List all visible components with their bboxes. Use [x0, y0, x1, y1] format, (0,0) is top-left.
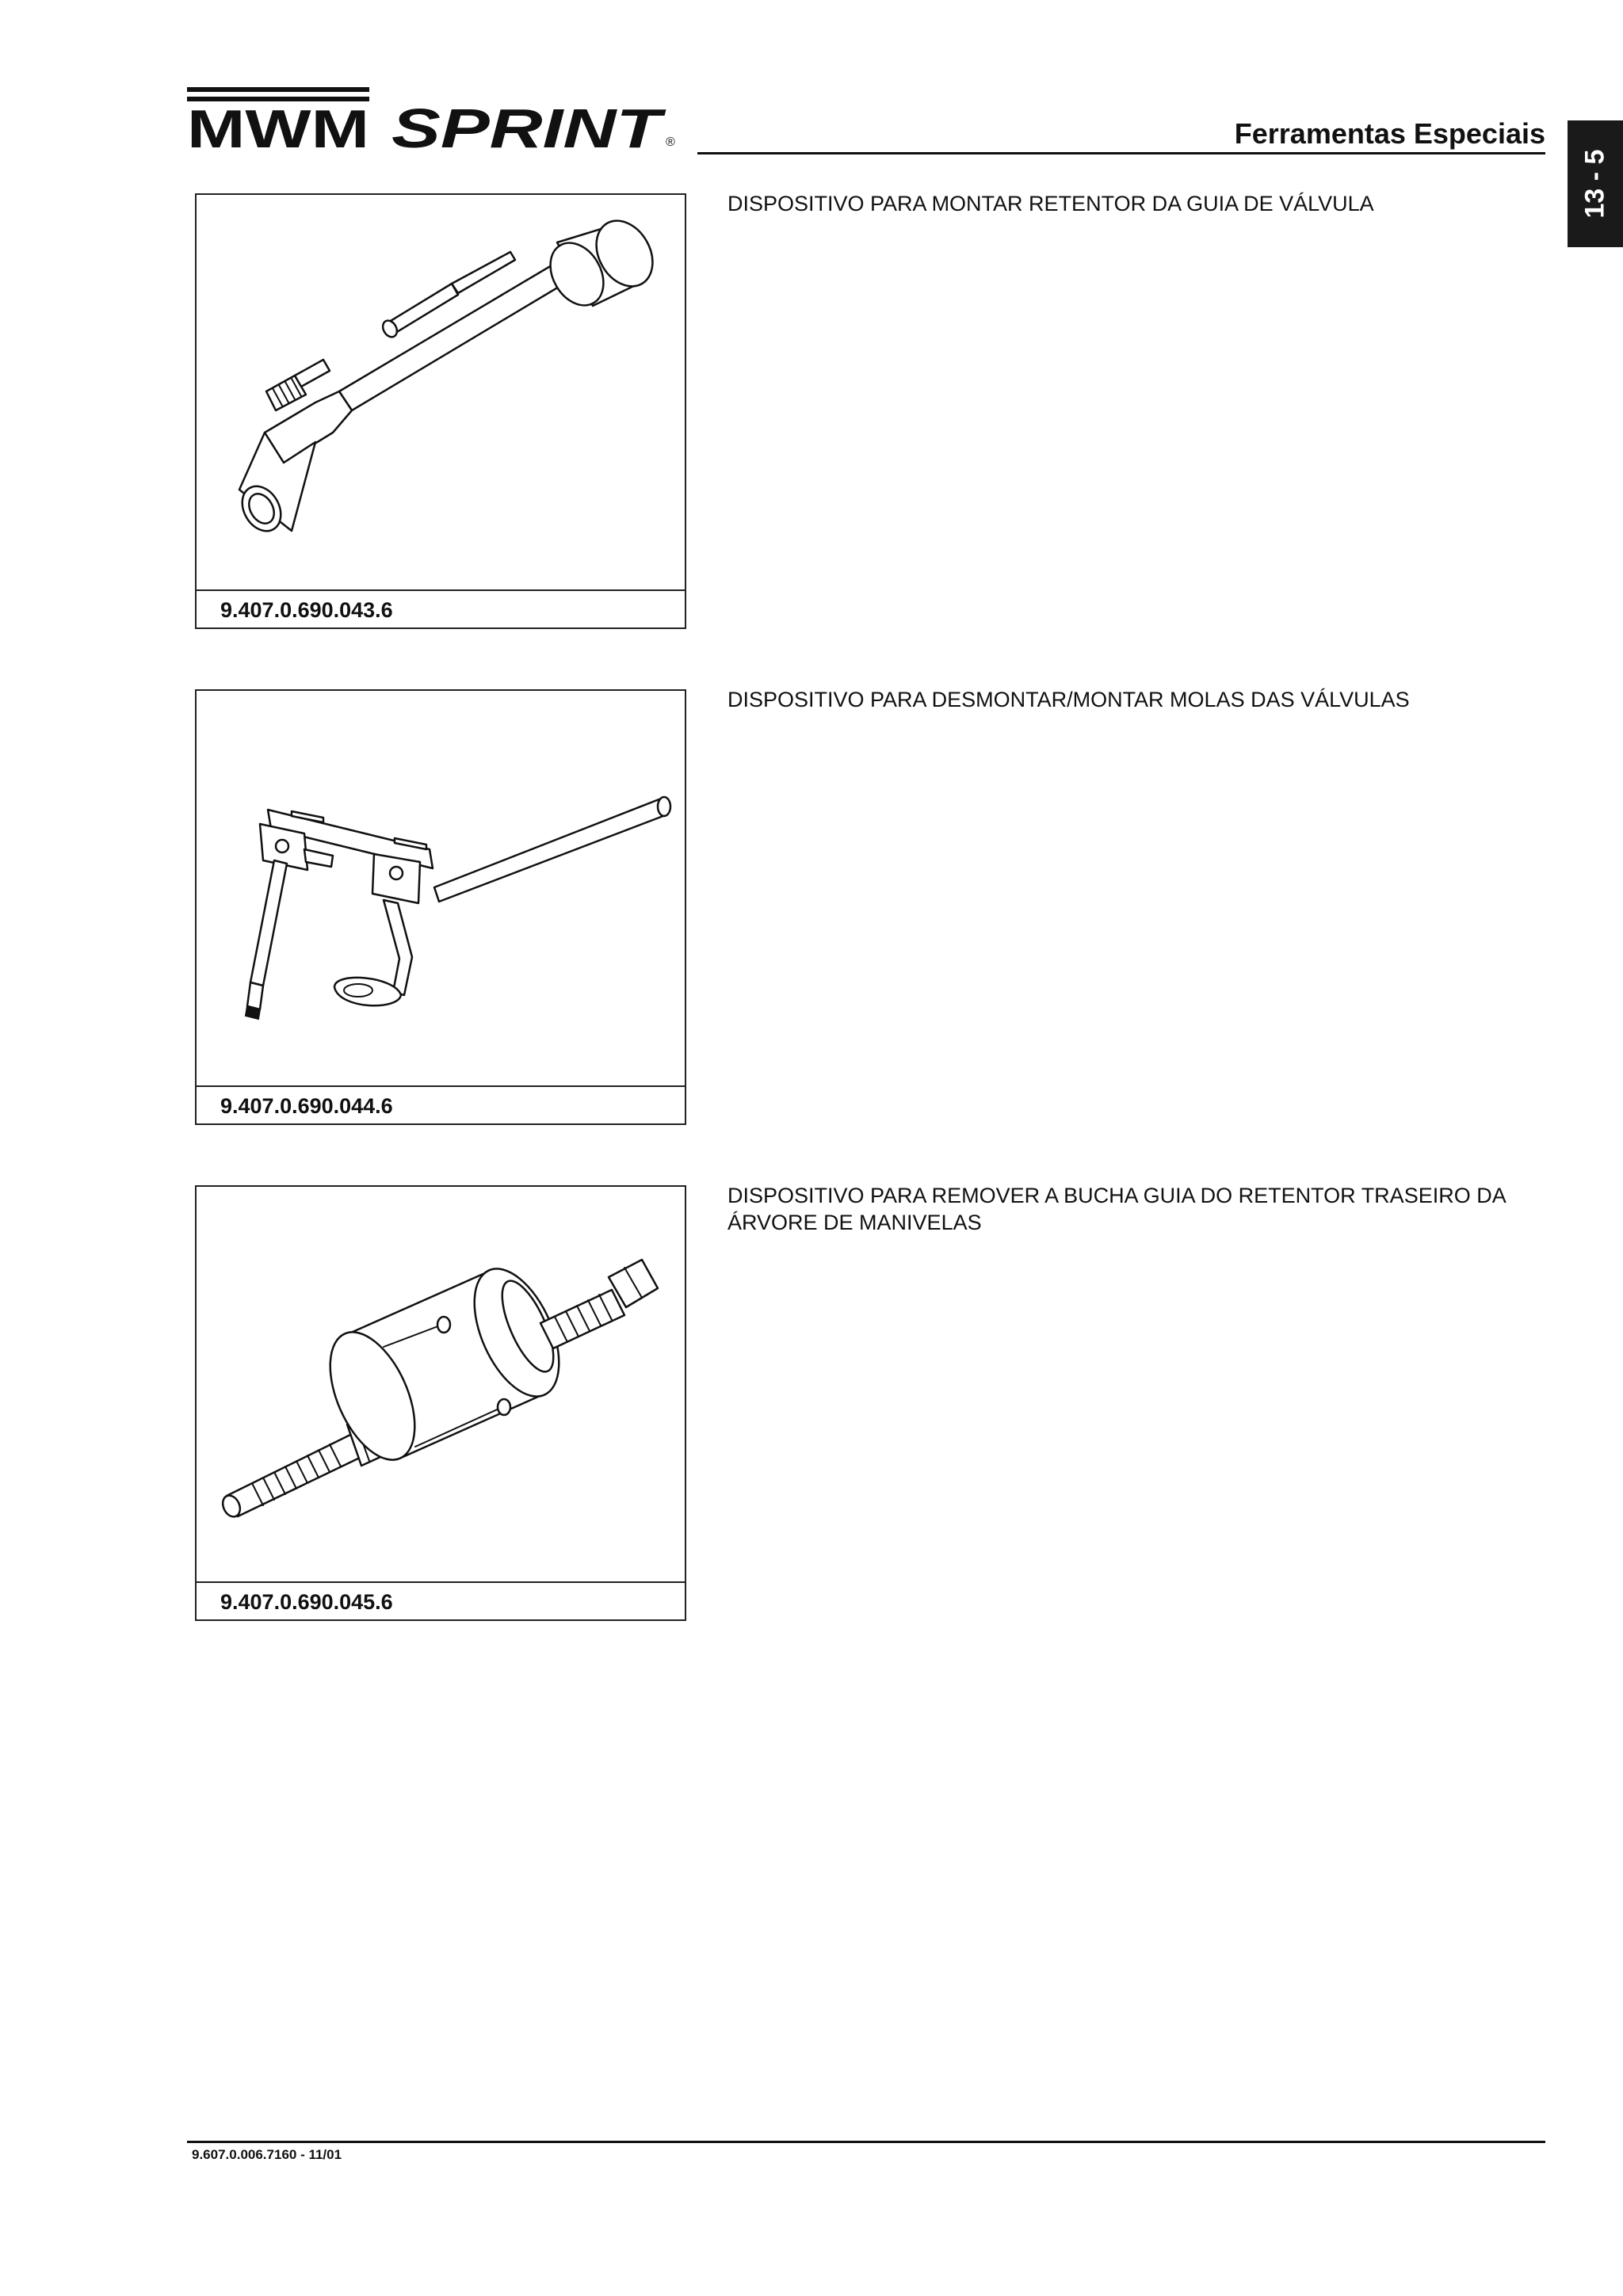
brand-logo	[187, 82, 686, 158]
footer-rule	[187, 2141, 1545, 2143]
tool-description: DISPOSITIVO PARA REMOVER A BUCHA GUIA DO RETENTOR TRASEIRO DA ÁRVORE DE MANIVELAS	[727, 1184, 1506, 1234]
section-title: Ferramentas Especiais	[1234, 117, 1545, 150]
brand-secondary: SPRINT	[391, 97, 666, 158]
brand-primary: MWM	[187, 99, 369, 158]
part-number-bar	[197, 1581, 685, 1619]
valve-spring-compressor-icon	[197, 691, 685, 1084]
part-number-bar	[197, 1085, 685, 1123]
tool-card-3	[195, 1185, 686, 1621]
tool-description: DISPOSITIVO PARA MONTAR RETENTOR DA GUIA DE VÁLVULA	[727, 192, 1374, 215]
chapter-tab-label: 13 - 5	[1579, 149, 1610, 219]
part-number-bar	[197, 589, 685, 627]
header-rule	[697, 152, 1545, 154]
registered-mark: ®	[666, 135, 675, 149]
chapter-tab	[1568, 120, 1623, 247]
part-number: 9.407.0.690.045.6	[220, 1590, 393, 1614]
part-number: 9.407.0.690.043.6	[220, 598, 393, 622]
part-number: 9.407.0.690.044.6	[220, 1094, 393, 1118]
document-code: 9.607.0.006.7160 - 11/01	[192, 2147, 342, 2162]
rear-seal-bushing-puller-icon	[197, 1187, 685, 1580]
tool-card-2	[195, 689, 686, 1125]
tool-description: DISPOSITIVO PARA DESMONTAR/MONTAR MOLAS DAS VÁLVULAS	[727, 688, 1410, 711]
valve-guide-seal-installer-icon	[197, 195, 685, 588]
tool-card-1	[195, 193, 686, 629]
